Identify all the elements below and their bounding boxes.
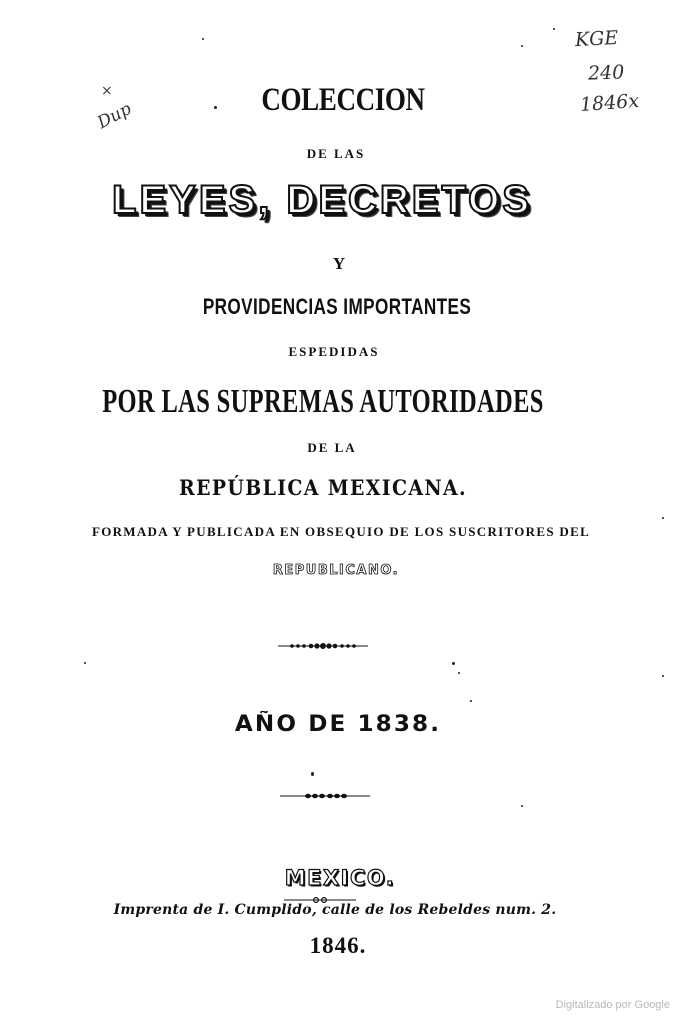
watermark: Digitalizado por Google (555, 999, 670, 1011)
scan-speck (311, 772, 314, 776)
ornament-divider-middle (280, 790, 370, 802)
headline-leyes-decretos: LEYES, DECRETOS (112, 178, 532, 222)
printer-imprint: Imprenta de I. Cumplido, calle de los Rebeldes num. 2. (113, 902, 557, 918)
year-heading: AÑO DE 1838. (234, 712, 442, 737)
handwritten-note-2: 240 (587, 61, 625, 85)
handwritten-scrawl: Dup (94, 98, 135, 134)
handwritten-mark: × (101, 83, 113, 99)
ornament-divider-top (278, 640, 368, 652)
scan-speck (521, 805, 523, 807)
headline-providencias: PROVIDENCIAS IMPORTANTES (202, 294, 472, 319)
scan-speck (553, 28, 555, 30)
handwritten-note-1: KGE (574, 26, 619, 52)
scan-speck (470, 700, 472, 702)
handwritten-note-3: 1846x (579, 89, 640, 117)
scan-speck (202, 38, 204, 40)
subtitle-de-las: DE LAS (306, 146, 366, 161)
line-espedidas: ESPEDIDAS (288, 344, 380, 359)
scan-speck (84, 662, 86, 664)
conjunction-y: Y (332, 254, 346, 273)
scan-speck (214, 106, 217, 109)
place-of-publication: MEXICO. (284, 866, 396, 890)
newspaper-name: REPUBLICANO. (272, 563, 400, 578)
scan-speck (452, 662, 455, 665)
scan-speck (662, 517, 664, 519)
publication-year: 1846. (309, 933, 367, 958)
scan-speck (662, 675, 664, 677)
scan-speck (521, 45, 523, 47)
scan-speck (458, 672, 460, 674)
line-de-la: DE LA (307, 440, 357, 455)
headline-supremas-autoridades: POR LAS SUPREMAS AUTORIDADES (102, 383, 544, 420)
dedication-line: FORMADA Y PUBLICADA EN OBSEQUIO DE LOS SUSCRITORES DEL (91, 524, 591, 539)
page-title: COLECCION (261, 82, 425, 118)
republic-name: REPÚBLICA MEXICANA. (179, 475, 467, 500)
